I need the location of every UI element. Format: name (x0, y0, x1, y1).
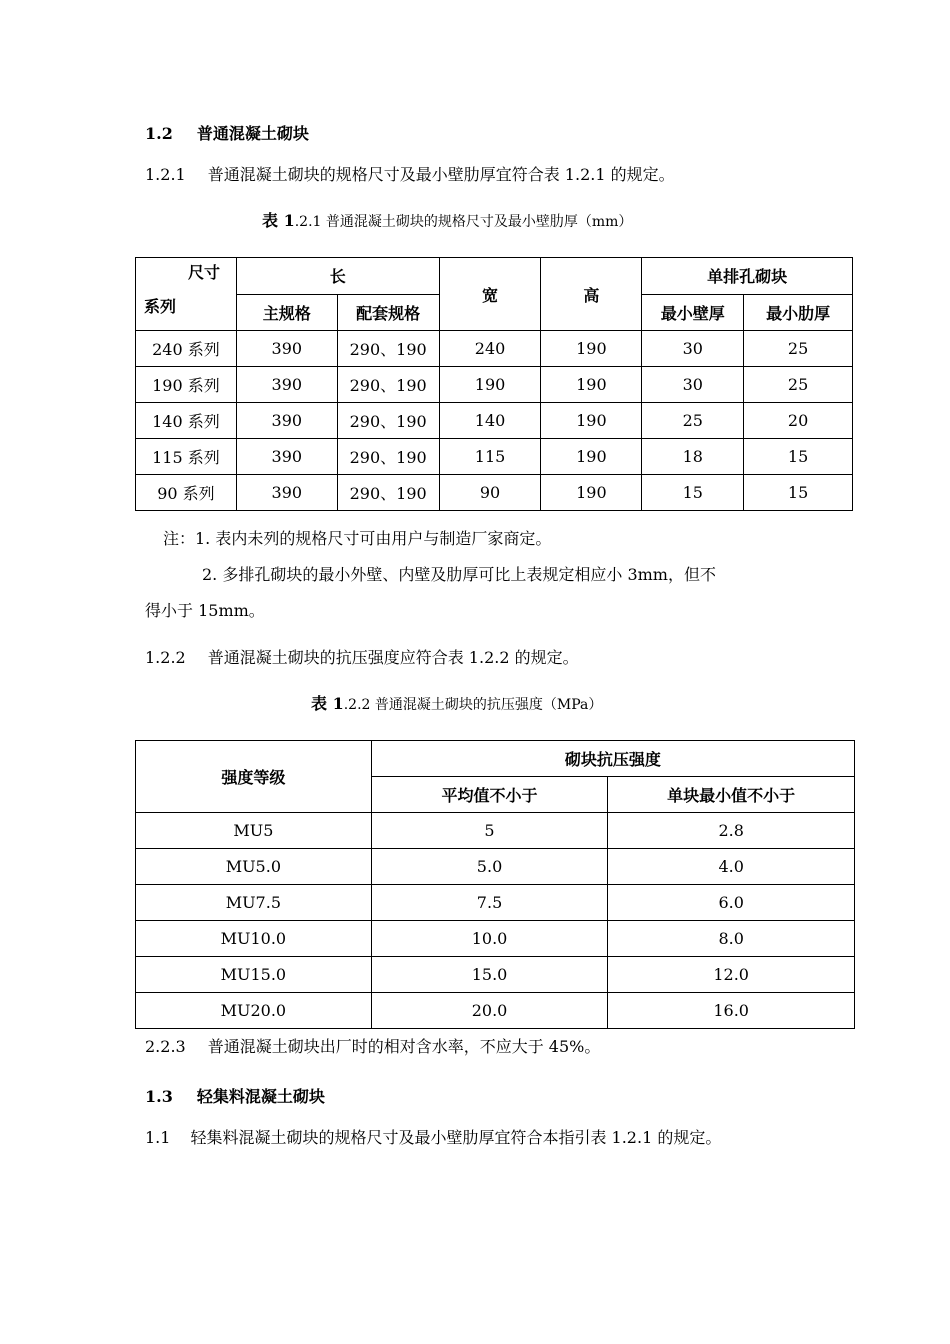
table-cell: 290、190 (337, 331, 439, 367)
header-min-rib: 最小肋厚 (744, 294, 853, 331)
clause-text: 轻集料混凝土砌块的规格尺寸及最小壁肋厚宜符合本指引表 1.2.1 的规定。 (190, 1128, 722, 1147)
table-cell: 2.8 (608, 813, 855, 849)
table-cell: 30 (642, 331, 744, 367)
table-cell: 290、190 (337, 439, 439, 475)
table-cell: 140 系列 (136, 403, 237, 439)
table-row (136, 331, 853, 367)
table-row (136, 439, 853, 475)
clause-number: 1.2.2 (145, 648, 186, 667)
header-width: 宽 (439, 258, 541, 331)
section-title: 普通混凝土砌块 (196, 124, 309, 143)
table-cell: 15.0 (371, 957, 608, 993)
table-cell: 30 (642, 367, 744, 403)
table-row (136, 921, 855, 957)
table-cell: 190 (541, 331, 642, 367)
table-cell: 190 (541, 439, 642, 475)
table-cell: MU15.0 (136, 957, 372, 993)
table-cell: 4.0 (608, 849, 855, 885)
clause-2-2-3 (145, 1037, 600, 1057)
table-cell: 290、190 (337, 367, 439, 403)
table-compressive-strength (135, 740, 855, 1029)
table-cell: 290、190 (337, 475, 439, 511)
header-series: 系列 (144, 297, 177, 316)
table-cell: 5 (371, 813, 608, 849)
table-row (136, 957, 855, 993)
header-min-single: 单块最小值不小于 (608, 777, 855, 813)
clause-text: 普通混凝土砌块的抗压强度应符合表 1.2.2 的规定。 (207, 648, 579, 667)
table-header-row (136, 258, 853, 295)
header-height: 高 (541, 258, 642, 331)
table-cell: 90 (439, 475, 541, 511)
table-cell: 90 系列 (136, 475, 237, 511)
caption-lead: 表 1 (262, 211, 295, 230)
table-row (136, 403, 853, 439)
table-cell: 25 (744, 331, 853, 367)
table2-caption (311, 694, 602, 715)
clause-number: 1.2.1 (145, 165, 186, 184)
table-row (136, 813, 855, 849)
table-cell: 240 (439, 331, 541, 367)
clause-1-2-2 (145, 648, 579, 668)
header-main-spec: 主规格 (236, 294, 337, 331)
table-cell: 190 (541, 475, 642, 511)
table-cell: 8.0 (608, 921, 855, 957)
table-cell: MU10.0 (136, 921, 372, 957)
clause-text: 普通混凝土砌块出厂时的相对含水率，不应大于 45%。 (207, 1037, 601, 1056)
table-cell: 18 (642, 439, 744, 475)
table-cell: 20 (744, 403, 853, 439)
note-1: 注：1. 表内未列的规格尺寸可由用户与制造厂家商定。 (163, 529, 552, 548)
table-cell: 390 (236, 403, 337, 439)
table-cell: MU7.5 (136, 885, 372, 921)
table-cell: 15 (744, 439, 853, 475)
header-length: 长 (236, 258, 439, 295)
table-cell: 7.5 (371, 885, 608, 921)
header-min-wall: 最小壁厚 (642, 294, 744, 331)
table-cell: 15 (744, 475, 853, 511)
clause-text: 普通混凝土砌块的规格尺寸及最小壁肋厚宜符合表 1.2.1 的规定。 (207, 165, 675, 184)
clause-1-2-1 (145, 165, 675, 185)
note-2-continued: 得小于 15mm。 (145, 601, 265, 620)
table-cell: MU5 (136, 813, 372, 849)
header-average: 平均值不小于 (371, 777, 608, 813)
section-number: 1.3 (145, 1087, 173, 1106)
caption-lead: 表 1 (311, 694, 344, 713)
table-cell: 115 (439, 439, 541, 475)
table-cell: 390 (236, 367, 337, 403)
table-row (136, 849, 855, 885)
table-cell: 190 系列 (136, 367, 237, 403)
table-row (136, 475, 853, 511)
table-cell: 190 (541, 403, 642, 439)
table-cell: 115 系列 (136, 439, 237, 475)
note-2: 2. 多排孔砌块的最小外壁、内壁及肋厚可比上表规定相应小 3mm，但不 (202, 565, 716, 584)
table-header-row (136, 741, 855, 777)
table-block-sizes (135, 257, 853, 511)
section-title: 轻集料混凝土砌块 (196, 1087, 325, 1106)
table-cell: 190 (439, 367, 541, 403)
table1-caption (262, 211, 632, 232)
table-cell: 15 (642, 475, 744, 511)
section-number: 1.2 (145, 124, 173, 143)
table-cell: 390 (236, 331, 337, 367)
table-cell: 5.0 (371, 849, 608, 885)
table-cell: 390 (236, 475, 337, 511)
clause-1-1 (145, 1128, 721, 1148)
header-single-row: 单排孔砌块 (642, 258, 853, 295)
table-cell: 20.0 (371, 993, 608, 1029)
table-row (136, 885, 855, 921)
caption-text: .2.1 普通混凝土砌块的规格尺寸及最小壁肋厚（mm） (294, 214, 633, 230)
table-row (136, 367, 853, 403)
table-cell: 12.0 (608, 957, 855, 993)
table-cell: 25 (744, 367, 853, 403)
table-cell: 6.0 (608, 885, 855, 921)
caption-text: .2.2 普通混凝土砌块的抗压强度（MPa） (343, 697, 603, 713)
table-cell: 140 (439, 403, 541, 439)
table-cell: 190 (541, 367, 642, 403)
table-cell: 240 系列 (136, 331, 237, 367)
table-cell: 25 (642, 403, 744, 439)
header-strength: 砌块抗压强度 (371, 741, 854, 777)
header-matching-spec: 配套规格 (337, 294, 439, 331)
section-heading-1-3 (145, 1087, 325, 1107)
header-grade: 强度等级 (136, 741, 372, 813)
header-size: 尺寸 (188, 263, 221, 282)
table-cell: 16.0 (608, 993, 855, 1029)
section-heading-1-2 (145, 124, 309, 144)
table-row (136, 993, 855, 1029)
table-cell: 290、190 (337, 403, 439, 439)
table-cell: MU20.0 (136, 993, 372, 1029)
table-cell: 10.0 (371, 921, 608, 957)
table-cell: MU5.0 (136, 849, 372, 885)
table-cell: 390 (236, 439, 337, 475)
header-size-series (136, 258, 237, 331)
clause-number: 2.2.3 (145, 1037, 186, 1056)
clause-number: 1.1 (145, 1128, 171, 1147)
